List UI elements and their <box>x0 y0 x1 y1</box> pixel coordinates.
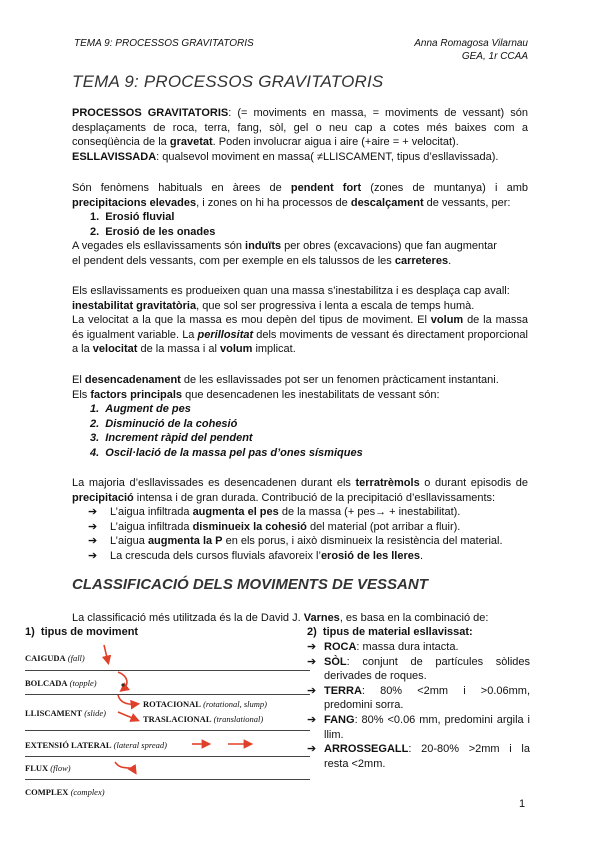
page-title: TEMA 9: PROCESSOS GRAVITATORIS <box>72 72 384 91</box>
intro-term: PROCESSOS GRAVITATORIS <box>72 107 229 119</box>
list-item: ➔ La crescuda dels cursos fluvials afavoreix l’erosió de les lleres. <box>88 549 424 562</box>
list-item: ➔ TERRA: 80% <2mm i >0.06mm, predomini sorra. <box>307 684 530 712</box>
diagram-divider <box>25 756 310 757</box>
list-item: 2. Disminució de la cohesió <box>90 417 238 430</box>
diagram-divider <box>25 670 310 671</box>
factors-list <box>90 402 363 460</box>
induits-b1: induïts <box>245 240 282 252</box>
bolcada-dot-icon <box>121 683 124 686</box>
induits-t2: per obres (excavacions) que fan augmentar <box>281 240 497 252</box>
diagram-rotacional: ROTACIONAL (rotational, slump) <box>143 699 267 709</box>
esllavissada-def <box>72 150 528 165</box>
arrow-icon: ➔ <box>307 743 317 756</box>
produeixen-b1: inestabilitat gravitatòria <box>72 299 197 312</box>
induits-b2: carreteres <box>394 254 449 267</box>
habitual-t3: , i zones on hi ha processos de <box>196 196 351 209</box>
produeixen-t2: , que sol ser progressiva i lenta a escala de temps humà. <box>196 299 475 312</box>
induits-t1: A vegades els esllavissaments són <box>72 240 246 252</box>
section-title: CLASSIFICACIÓ DELS MOVIMENTS DE VESSANT <box>72 576 428 593</box>
page-number: 1 <box>519 798 526 810</box>
list-item: ➔ L’aigua augmenta la P en els porus, i això disminueix la resistència del material. <box>88 535 503 548</box>
produeixen-paragraph: La velocitat a la que la massa es mou depèn del tipus de moviment. El volum de la massa és igualment variable. La perillositat dels moviments de vessant és directament proporcional a la velocitat de la massa i al volum implicat. <box>72 314 528 356</box>
list-item: ➔ ROCA: massa dura intacta. <box>307 641 459 653</box>
list-item: 1. Augment de pes <box>90 403 191 415</box>
caiguda-arrow-icon <box>104 645 108 662</box>
esllavissada-term: ESLLAVISSADA <box>72 151 157 163</box>
list-item: ➔ SÒL: conjunt de partícules sòlides derivades de roques. <box>307 655 530 683</box>
list-item: ➔ FANG: 80% <0.06 mm, predomini argila i llim. <box>307 713 530 741</box>
habitual-t2: (zones de muntanya) i amb <box>361 182 528 194</box>
rotacional-arrow-icon <box>118 695 137 704</box>
diagram-divider <box>25 694 310 695</box>
list-item: ➔ L’aigua infiltrada augmenta el pes de la massa (+ pes→ + inestabilitat). <box>88 506 461 518</box>
flux-arrow-icon <box>115 762 135 772</box>
factors-paragraph: El desencadenament de les esllavissades pot ser un fenomen pràcticament instantani. Els factors principals que desencadenen les inestabilitats de vessant són: <box>72 374 499 401</box>
traslacional-arrow-icon <box>118 712 137 720</box>
arrow-icon: ➔ <box>307 641 317 653</box>
intro-def-bold: gravetat <box>169 136 213 149</box>
header-left: TEMA 9: PROCESSOS GRAVITATORIS <box>74 38 254 49</box>
list-item: 2. Erosió de les onades <box>90 225 216 238</box>
intro-def-1: : (= moviments en massa, = moviments de vessant) són desplaçaments de roca, terra, fang, sòl, gel o neu cap a cotes més baixes com a conseqüència de la <box>72 107 528 149</box>
right-column-title: 2) tipus de material esllavissat: <box>307 626 473 638</box>
diagram-traslacional: TRASLACIONAL (translational) <box>143 714 264 724</box>
header-course: GEA, 1r CCAA <box>461 51 528 62</box>
intro-paragraph <box>72 106 528 150</box>
precip-list <box>88 505 503 563</box>
habitual-t1: Són fenòmens habituals en àrees de <box>72 182 291 194</box>
arrow-icon: ➔ <box>88 549 98 562</box>
induits-t4: . <box>448 254 452 267</box>
diagram-extensio: EXTENSIÓ LATERAL (lateral spread) <box>25 740 167 750</box>
list-item: ➔ L’aigua infiltrada disminueix la cohesió del material (pot arribar a fluir). <box>88 520 461 533</box>
header-author: Anna Romagosa Vilarnau <box>414 38 528 49</box>
diagram-bolcada: BOLCADA (topple) <box>25 678 97 688</box>
habitual-b2: precipitacions elevades <box>72 196 197 209</box>
diagram-divider <box>25 730 310 731</box>
arrow-icon: ➔ <box>88 506 98 518</box>
arrow-icon: ➔ <box>88 535 98 548</box>
list-item: ➔ ARROSSEGALL: 20-80% >2mm i la resta <2mm. <box>307 743 530 770</box>
list-item: 1. Erosió fluvial <box>90 211 175 223</box>
arrow-icon: ➔ <box>307 713 317 726</box>
intro-def-2: . Poden involucrar aigua i aire (+aire = + velocitat). <box>212 136 459 149</box>
induits-t3: el pendent dels vessants, com per exemple en els talussos de les <box>72 254 395 267</box>
induits-paragraph <box>72 239 542 268</box>
diagram-lliscament: LLISCAMENT (slide) <box>25 708 106 718</box>
precip-paragraph: La majoria d’esllavissades es desencadenen durant els terratrèmols o durant episodis de precipitació intensa i de gran durada. Contribució de la precipitació d’esllavissaments: <box>72 477 528 504</box>
habitual-b1: pendent fort <box>290 182 362 194</box>
arrow-icon: ➔ <box>88 520 98 533</box>
diagram-divider <box>25 779 310 780</box>
list-item: 4. Oscil·lació de la massa pel pas d’ones sísmiques <box>90 446 363 459</box>
diagram-caiguda: CAIGUDA (fall) <box>25 653 85 663</box>
classif-intro: La classificació més utilitzada és la de David J. Varnes, es basa en la combinació de: <box>72 612 489 624</box>
list-item: 3. Increment ràpid del pendent <box>90 432 253 445</box>
habitual-t4: de vessants, per: <box>423 196 511 209</box>
habitual-paragraph <box>72 181 528 210</box>
diagram-complex: COMPLEX (complex) <box>25 787 105 797</box>
produeixen-line1: Els esllavissaments es produeixen quan una massa s’inestabilitza i es desplaça cap avall: inestabilitat gravitatòria, que sol ser progressiva i lenta a escala de temps humà. <box>72 285 510 312</box>
habitual-b3: descalçament <box>350 196 424 209</box>
diagram-flux: FLUX (flow) <box>25 763 71 773</box>
perillositat-term: perillositat <box>197 328 254 341</box>
arrow-icon: ➔ <box>307 655 317 668</box>
esllavissada-text: : qualsevol moviment en massa( ≠LLISCAMENT, tipus d’esllavissada). <box>156 151 499 163</box>
bolcada-arrow-icon <box>118 672 127 690</box>
arrow-icon: ➔ <box>307 684 317 697</box>
habitual-list <box>90 210 215 239</box>
left-column-title: 1) tipus de moviment <box>25 626 139 638</box>
materials-list <box>307 640 530 771</box>
